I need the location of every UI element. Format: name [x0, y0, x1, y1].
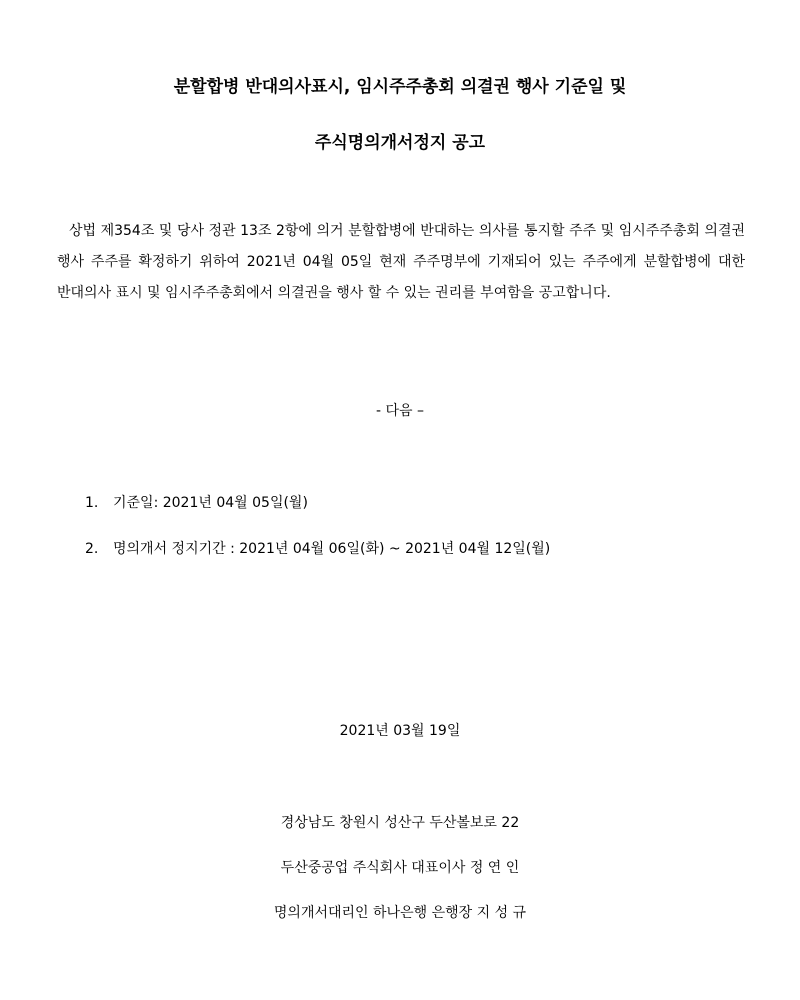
notice-date: 2021년 03월 19일 [339, 723, 461, 739]
company-representative: 두산중공업 주식회사 대표이사 정 연 인 [280, 860, 520, 876]
notice-body-paragraph: 상법 제354조 및 당사 정관 13조 2항에 의거 분할합병에 반대하는 의사를 통지할 주주 및 임시주주총회 의결권 행사 주주를 확정하기 위하여 2021년 04월 05일 현재 주주명부에 기재되어 있는 주주에게 분할합병에 대한 반대의사 표시 및 임시주주총회에서 의결권을 행사 할 수 있는 권리를 부여함을 공고합니다. [57, 223, 745, 301]
list-item-text: 명의개서 정지기간 : 2021년 04월 06일(화) ~ 2021년 04월 12일(월) [113, 541, 551, 557]
notice-title-line-1: 분할합병 반대의사표시, 임시주주총회 의결권 행사 기준일 및 [173, 77, 627, 97]
transfer-agent: 명의개서대리인 하나은행 은행장 지 성 규 [273, 905, 527, 921]
company-address: 경상남도 창원시 성산구 두산볼보로 22 [280, 815, 520, 831]
notice-title-line-2: 주식명의개서정지 공고 [314, 133, 486, 153]
list-item-number: 2. [85, 541, 99, 557]
list-item-text: 기준일: 2021년 04월 05일(월) [113, 495, 308, 511]
list-item-suspension-period [85, 538, 550, 560]
list-item-record-date [85, 492, 308, 514]
list-item-number: 1. [85, 495, 99, 511]
section-separator: - 다음 – [375, 403, 424, 419]
